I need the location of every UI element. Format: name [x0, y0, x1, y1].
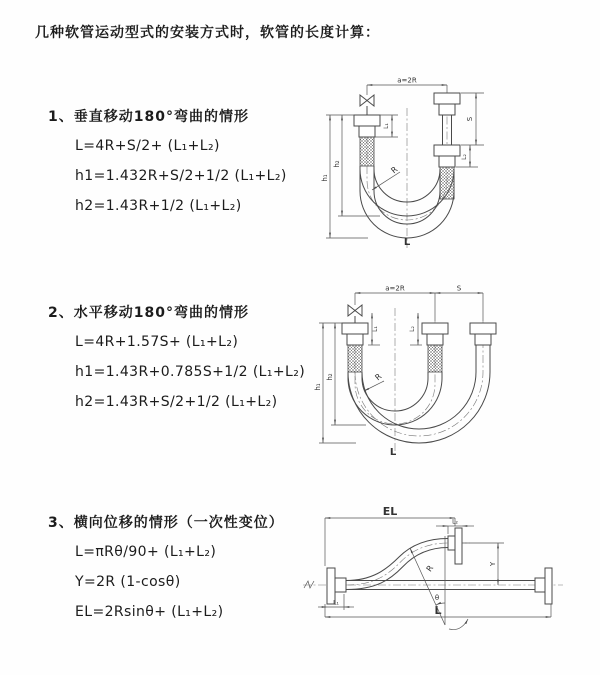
- length-label: L: [389, 447, 397, 458]
- braided-hose-section: [348, 345, 362, 372]
- valve-icon: [348, 293, 362, 323]
- dimension-l1: [368, 313, 380, 345]
- dim-label-h2: h₂: [333, 160, 341, 168]
- formula-line: L=4R+1.57S+ (L₁+L₂): [75, 334, 239, 350]
- diagram-lateral-displacement: [298, 500, 600, 668]
- dim-label-h2: h₂: [326, 373, 334, 381]
- middle-pipe: [422, 323, 448, 372]
- theta-label: θ: [434, 594, 440, 602]
- dim-label-h1: h₁: [314, 383, 322, 391]
- length-label: L: [403, 237, 411, 248]
- dimension-s: [435, 285, 483, 294]
- dim-label-l2: L₂: [452, 518, 458, 526]
- formula-line: h1=1.43R+0.785S+1/2 (L₁+L₂): [75, 364, 306, 380]
- section-heading: 3、横向位移的情形（一次性变位）: [48, 515, 284, 531]
- radius-label: R: [424, 563, 436, 574]
- radius-callout: [372, 165, 400, 190]
- dimension-a-2r: [355, 285, 483, 322]
- straight-hose-original-position: [327, 568, 552, 604]
- dimension-l: [325, 604, 551, 617]
- dim-label-s: S: [456, 284, 462, 293]
- section-horizontal-movement: [48, 302, 305, 423]
- formula-line: h2=1.43R+1/2 (L₁+L₂): [75, 198, 242, 214]
- hose-bend-arcs: [348, 353, 490, 443]
- formula-line: Y=2R (1-cosθ): [75, 574, 181, 590]
- dim-label-y: Y: [489, 561, 497, 567]
- valve-icon: [360, 85, 374, 115]
- dim-label-h1: h₁: [321, 174, 329, 182]
- dimension-s: [461, 93, 484, 145]
- section-heading: 1、垂直移动180°弯曲的情形: [48, 109, 249, 125]
- dim-label-l1: L₁: [372, 326, 379, 332]
- section-vertical-movement: [48, 106, 287, 227]
- braided-hose-section: [440, 167, 454, 199]
- dim-label-l2: L₂: [409, 326, 416, 332]
- right-pipe: [434, 93, 460, 199]
- dimension-l1: [318, 594, 354, 610]
- dim-label-el: EL: [382, 505, 398, 518]
- dimension-a-2r: [367, 77, 447, 94]
- section-lateral-displacement: [48, 512, 284, 633]
- centerlines: [367, 106, 447, 248]
- dim-label-l1: L₁: [333, 599, 339, 607]
- left-pipe: [354, 115, 380, 166]
- left-pipe: [342, 323, 368, 372]
- dimension-el: [325, 505, 455, 566]
- formula-line: EL=2Rsinθ+ (L₁+L₂): [75, 604, 224, 620]
- section-heading: 2、水平移动180°弯曲的情形: [48, 305, 249, 321]
- dim-label-l: L: [434, 604, 442, 617]
- formula-line: h2=1.43R+S/2+1/2 (L₁+L₂): [75, 394, 278, 410]
- radius-label: R: [389, 164, 400, 176]
- radius-callout: [364, 372, 384, 391]
- right-pipe: [470, 323, 496, 353]
- braided-hose-section: [360, 137, 374, 166]
- dim-label-a2r: a=2R: [397, 76, 417, 85]
- radius-label: R: [373, 371, 384, 383]
- centerline-break-mark: [304, 581, 314, 588]
- formula-line: L=πRθ/90+ (L₁+L₂): [75, 544, 217, 560]
- formula-line: L=4R+S/2+ (L₁+L₂): [75, 138, 220, 154]
- dim-label-s: S: [466, 116, 474, 122]
- dimension-l2: [409, 313, 422, 345]
- page-title: 几种软管运动型式的安装方式时，软管的长度计算：: [35, 25, 380, 41]
- diagram-vertical-180-bend: [308, 66, 600, 262]
- braided-hose-section: [428, 345, 442, 372]
- dim-label-a2r: a=2R: [385, 284, 405, 293]
- dimension-y: [462, 543, 504, 585]
- formula-line: h1=1.432R+S/2+1/2 (L₁+L₂): [75, 168, 287, 184]
- dim-label-l2: L₂: [461, 154, 468, 160]
- diagram-horizontal-180-bend: [308, 283, 600, 463]
- dim-label-l1: L₁: [383, 123, 390, 129]
